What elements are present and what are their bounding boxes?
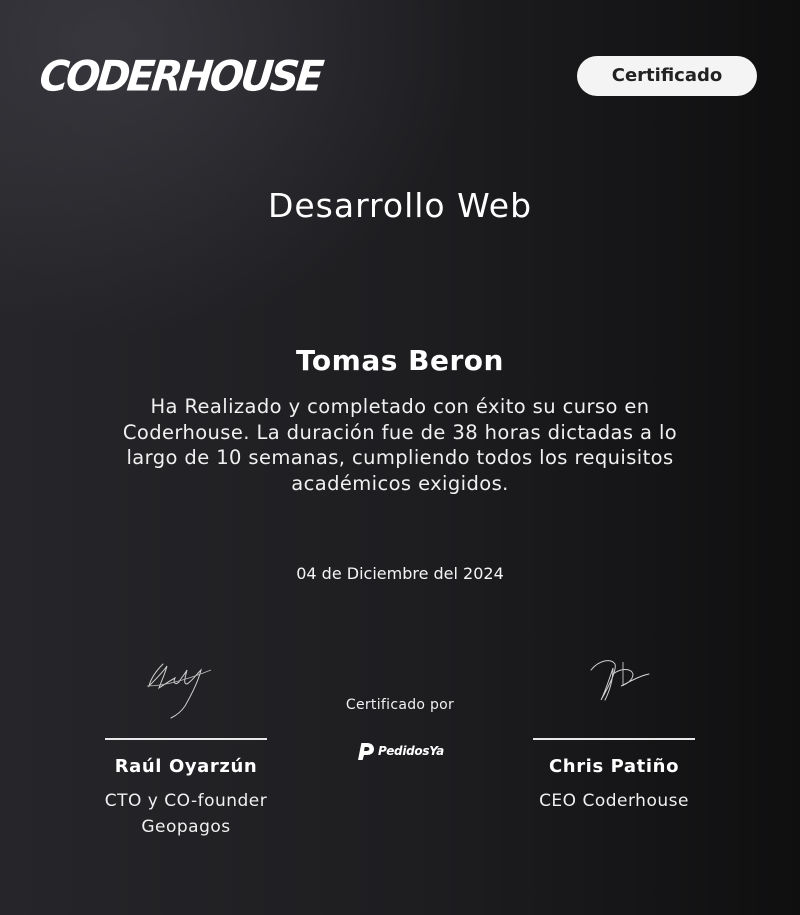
signatory-role: CEO Coderhouse: [539, 791, 689, 811]
certificate-date: 04 de Diciembre del 2024: [296, 564, 504, 583]
sponsor-name: PedidosYa: [378, 744, 444, 758]
signature-icon: [569, 656, 659, 720]
signatory-name: Chris Patiño: [548, 756, 680, 777]
signatory-left: [76, 656, 296, 840]
certificate-description: Ha Realizado y completado con éxito su curso en Coderhouse. La duración fue de 38 horas dictadas a lo largo de 10 semanas, cumpliendo todos los requisitos académicos exigidos.: [122, 395, 678, 495]
coderhouse-logo: CODERHOUSE: [37, 52, 324, 102]
issuer-label: Certificado por: [345, 697, 455, 713]
student-name: Tomas Beron: [296, 344, 504, 377]
issuer-block: [300, 695, 500, 765]
signatory-right: [504, 656, 724, 814]
signatory-role: CTO y CO-founder Geopagos: [104, 791, 268, 837]
course-title: Desarrollo Web: [267, 186, 533, 225]
signature-line: [105, 738, 267, 740]
pedidosya-logo-icon: [356, 741, 376, 761]
signature-icon: [141, 656, 231, 720]
signatory-name: Raúl Oyarzún: [114, 756, 258, 777]
certificate-badge: Certificado: [577, 56, 757, 96]
signature-line: [533, 738, 695, 740]
sponsor-logo: [356, 741, 444, 761]
